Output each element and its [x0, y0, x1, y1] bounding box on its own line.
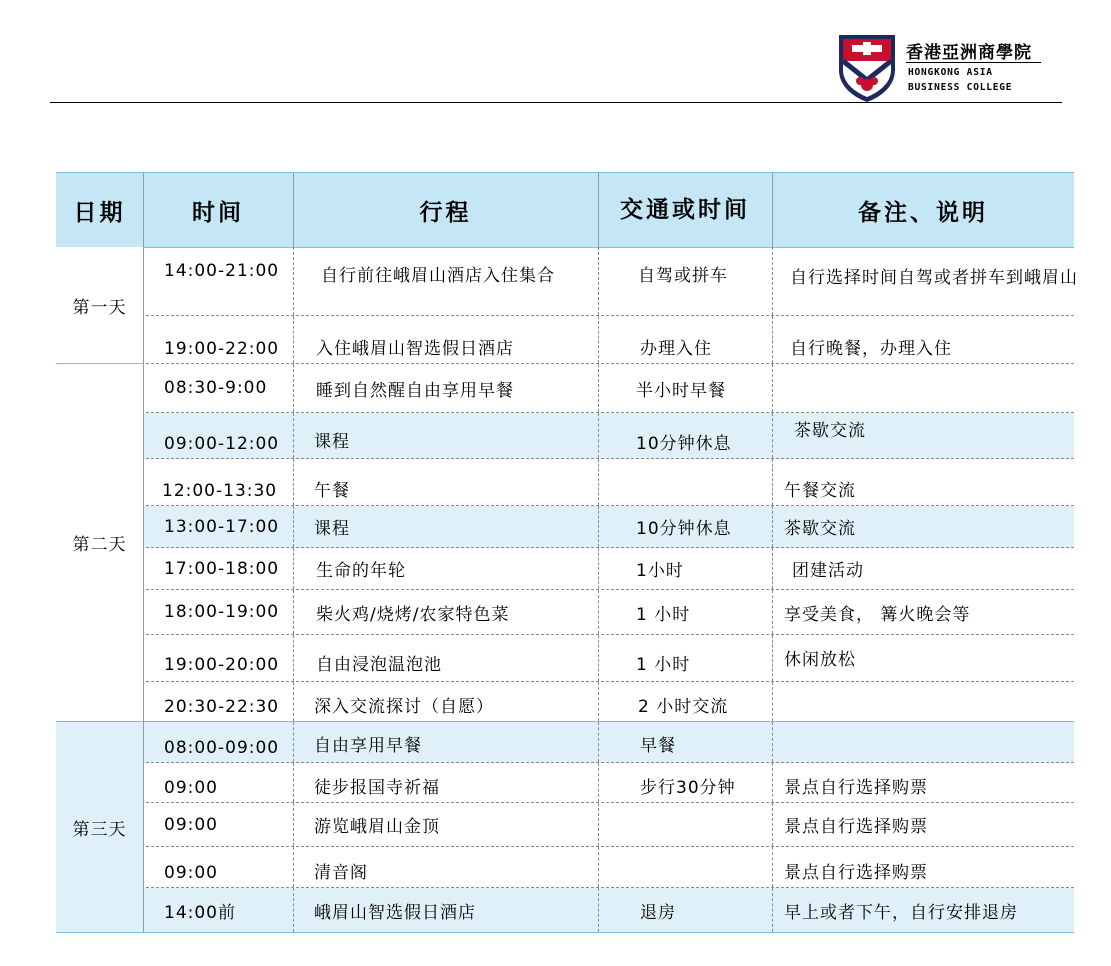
row-notes: 团建活动	[792, 561, 864, 581]
logo-divider	[906, 62, 1041, 63]
row-transport: 10分钟休息	[636, 519, 732, 539]
college-name-en-line2: BUSINESS COLLEGE	[908, 82, 1013, 93]
day-label: 第二天	[56, 364, 143, 721]
row-notes: 景点自行选择购票	[784, 817, 928, 837]
row-transport: 办理入住	[640, 339, 712, 359]
table-header	[56, 172, 1074, 248]
college-name-en-line1: HONGKONG ASIA	[908, 67, 993, 78]
row-notes: 景点自行选择购票	[784, 863, 928, 883]
row-notes: 茶歇交流	[784, 519, 856, 539]
row-time: 09:00	[164, 778, 218, 798]
row-transport: 退房	[640, 902, 676, 923]
row-transport: 10分钟休息	[636, 434, 732, 454]
row-transport: 1 小时	[636, 655, 691, 675]
row-time: 09:00-12:00	[164, 434, 280, 454]
row-notes: 自行晚餐，办理入住	[790, 339, 952, 359]
row-itinerary: 课程	[314, 432, 350, 452]
table-row	[56, 316, 1074, 364]
row-time: 13:00-17:00	[164, 516, 280, 537]
row-time: 14:00前	[164, 902, 236, 923]
day-label: 第一天	[56, 247, 143, 363]
row-time: 08:30-9:00	[164, 378, 268, 398]
row-transport: 早餐	[640, 736, 676, 756]
table-row	[56, 763, 1074, 803]
header-notes: 备注、说明	[858, 199, 988, 226]
row-itinerary: 自由浸泡温泡池	[316, 655, 442, 675]
row-transport: 1小时	[636, 561, 684, 581]
header-date: 日期	[73, 199, 126, 226]
table-row	[56, 888, 1074, 933]
table-row	[56, 364, 1074, 413]
row-itinerary: 峨眉山智选假日酒店	[314, 902, 476, 923]
row-notes: 早上或者下午，自行安排退房	[784, 902, 1018, 923]
table-row	[56, 682, 1074, 722]
row-itinerary: 徒步报国寺祈福	[314, 778, 440, 798]
college-logo	[838, 34, 1063, 104]
row-transport: 2 小时交流	[638, 697, 729, 717]
header-itinerary: 行程	[419, 199, 472, 226]
row-itinerary: 柴火鸡/烧烤/农家特色菜	[316, 604, 510, 625]
table-row	[56, 803, 1074, 847]
row-time: 19:00-20:00	[164, 655, 280, 675]
table-row	[56, 413, 1074, 459]
row-notes: 享受美食， 篝火晚会等	[784, 604, 971, 625]
row-transport: 1 小时	[636, 604, 691, 625]
row-transport: 自驾或拼车	[638, 266, 728, 286]
table-row	[56, 722, 1074, 763]
shield-crest-icon	[838, 34, 896, 102]
table-row	[56, 590, 1074, 635]
row-itinerary: 深入交流探讨（自愿）	[314, 697, 494, 717]
table-row	[56, 506, 1074, 548]
row-itinerary: 自由享用早餐	[314, 736, 422, 756]
table-row	[56, 247, 1078, 316]
header-transport: 交通或时间	[620, 197, 750, 223]
row-notes: 自行选择时间自驾或者拼车到峨眉山	[790, 268, 1078, 288]
row-time: 14:00-21:00	[164, 261, 280, 281]
row-time: 12:00-13:30	[162, 481, 278, 501]
table-row	[56, 635, 1074, 682]
row-notes: 午餐交流	[784, 481, 856, 501]
row-notes: 休闲放松	[784, 650, 856, 670]
row-itinerary: 睡到自然醒自由享用早餐	[316, 380, 514, 401]
row-itinerary: 课程	[314, 519, 350, 539]
row-time: 09:00	[164, 863, 218, 883]
row-time: 19:00-22:00	[164, 339, 280, 359]
row-itinerary: 游览峨眉山金顶	[314, 817, 440, 837]
row-itinerary: 生命的年轮	[316, 561, 406, 581]
header-time: 时间	[192, 199, 244, 226]
table-row	[56, 459, 1074, 506]
table-row	[56, 847, 1074, 888]
table-row	[56, 548, 1074, 590]
row-itinerary: 清音阁	[314, 863, 368, 883]
row-itinerary: 午餐	[314, 481, 350, 501]
row-time: 17:00-18:00	[164, 558, 280, 579]
row-notes: 茶歇交流	[794, 421, 866, 441]
row-transport: 半小时早餐	[636, 380, 726, 401]
row-itinerary: 自行前往峨眉山酒店入住集合	[321, 266, 555, 286]
college-name-cn: 香港亞洲商學院	[906, 43, 1032, 63]
day-label: 第三天	[56, 722, 143, 932]
row-time: 08:00-09:00	[164, 738, 280, 758]
row-time: 18:00-19:00	[164, 602, 280, 622]
row-time: 20:30-22:30	[164, 697, 280, 717]
row-transport: 步行30分钟	[640, 778, 736, 798]
header-divider	[50, 102, 1062, 103]
row-time: 09:00	[164, 814, 218, 835]
row-itinerary: 入住峨眉山智选假日酒店	[316, 339, 514, 359]
row-notes: 景点自行选择购票	[784, 778, 928, 798]
